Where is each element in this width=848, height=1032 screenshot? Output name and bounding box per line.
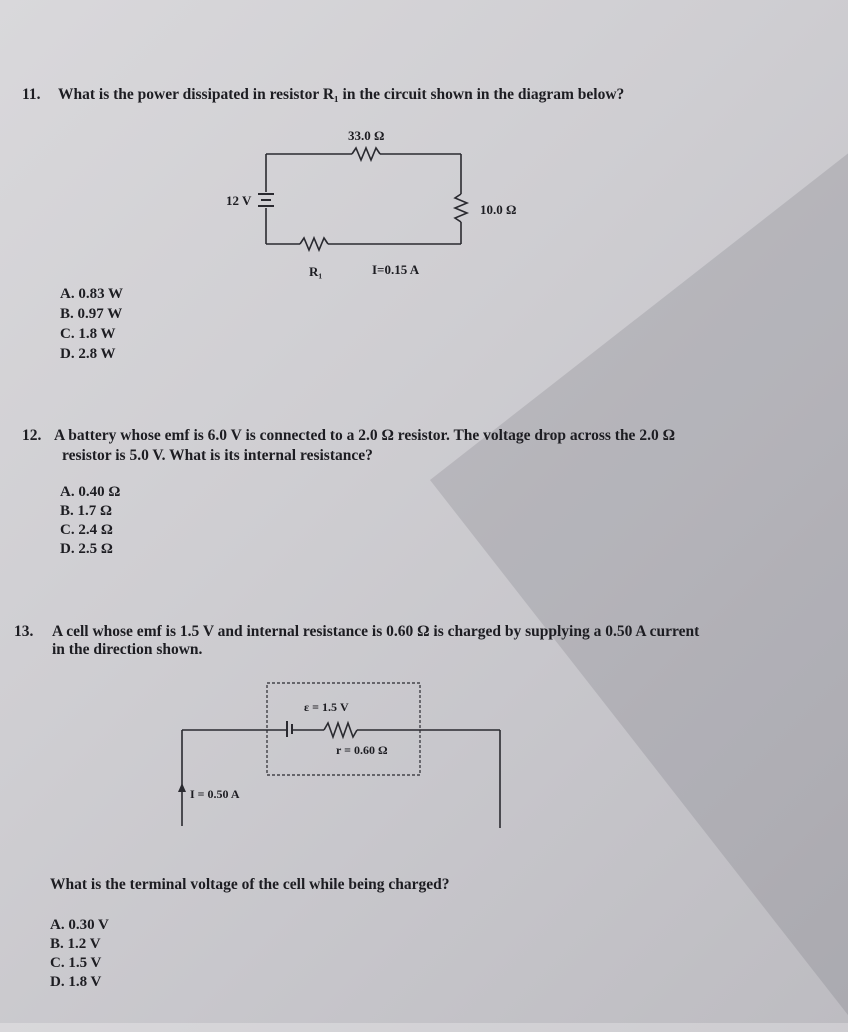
q13-option-a[interactable]: A. 0.30 V bbox=[50, 917, 109, 933]
q11-number: 11. bbox=[22, 86, 41, 103]
q11-option-d[interactable]: D. 2.8 W bbox=[60, 346, 116, 362]
cell-dashed-box bbox=[267, 683, 420, 775]
q11-option-a[interactable]: A. 0.83 W bbox=[60, 286, 124, 302]
label-current-q13: I = 0.50 A bbox=[190, 787, 240, 801]
q12-option-c[interactable]: C. 2.4 Ω bbox=[60, 522, 113, 538]
q12-text-line2: resistor is 5.0 V. What is its internal resistance? bbox=[62, 447, 373, 464]
label-current-q11: I=0.15 A bbox=[372, 262, 420, 277]
q12-option-b[interactable]: B. 1.7 Ω bbox=[60, 503, 113, 519]
q12-text-line1: A battery whose emf is 6.0 V is connected to a 2.0 Ω resistor. The voltage drop across the 2.0 Ω bbox=[54, 427, 675, 444]
q13-question: What is the terminal voltage of the cell while being charged? bbox=[50, 876, 450, 893]
q12-number: 12. bbox=[22, 427, 42, 444]
label-33-ohm: 33.0 Ω bbox=[348, 128, 385, 143]
q13-option-b[interactable]: B. 1.2 V bbox=[50, 936, 101, 952]
q12-option-d[interactable]: D. 2.5 Ω bbox=[60, 541, 113, 557]
q13-option-d[interactable]: D. 1.8 V bbox=[50, 974, 102, 990]
q11-option-b[interactable]: B. 0.97 W bbox=[60, 306, 123, 322]
label-emf: ε = 1.5 V bbox=[304, 700, 349, 714]
label-12v: 12 V bbox=[226, 193, 252, 208]
label-10-ohm: 10.0 Ω bbox=[480, 202, 517, 217]
q12-option-a[interactable]: A. 0.40 Ω bbox=[60, 484, 121, 500]
q13-number: 13. bbox=[14, 623, 34, 640]
label-r1: R₁ bbox=[309, 264, 323, 279]
q11-option-c[interactable]: C. 1.8 W bbox=[60, 326, 116, 342]
q13-option-c[interactable]: C. 1.5 V bbox=[50, 955, 102, 971]
label-internal-resistance: r = 0.60 Ω bbox=[336, 743, 388, 757]
current-arrow-icon bbox=[178, 783, 186, 792]
q13-text-line1: A cell whose emf is 1.5 V and internal resistance is 0.60 Ω is charged by supplying a 0.50 A current bbox=[52, 623, 700, 640]
q13-text-line2: in the direction shown. bbox=[52, 641, 203, 658]
internal-resistor-zigzag bbox=[324, 723, 357, 737]
q11-text: What is the power dissipated in resistor R₁ in the circuit shown in the diagram below? bbox=[58, 86, 625, 103]
